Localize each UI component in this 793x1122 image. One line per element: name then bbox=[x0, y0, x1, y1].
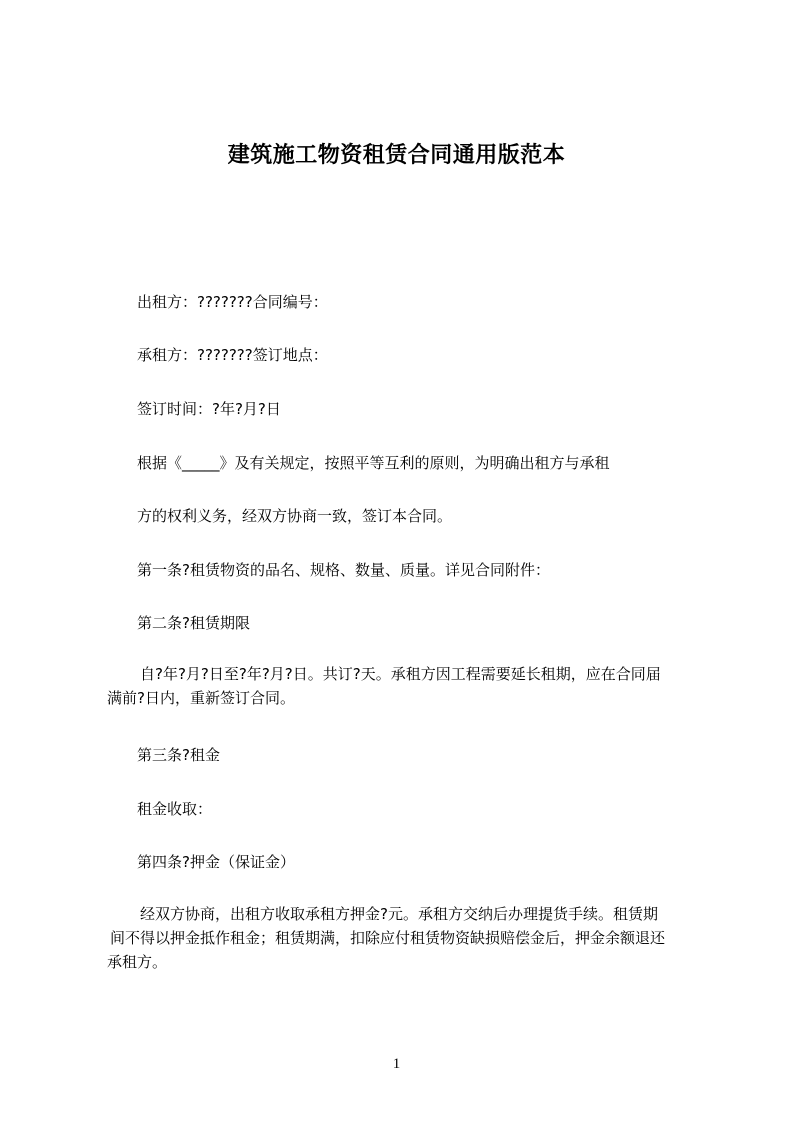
lessor-line: 出租方：???????合同编号： bbox=[137, 293, 328, 311]
document-title: 建筑施工物资租赁合同通用版范本 bbox=[227, 143, 566, 168]
page-number: 1 bbox=[392, 1056, 401, 1072]
article-4-paragraph bbox=[107, 902, 707, 974]
article-4-heading: 第四条?押金（保证金） bbox=[137, 853, 295, 871]
article-2-line-2: 满前?日内，重新签订合同。 bbox=[107, 689, 295, 707]
article-4-line-1: 经双方协商，出租方收取承租方押金?元。承租方交纳后办理提货手续。租赁期 bbox=[140, 905, 658, 923]
article-4-line-3: 承租方。 bbox=[107, 953, 168, 971]
lessee-line: 承租方：???????签订地点： bbox=[137, 346, 328, 364]
article-1: 第一条?租赁物资的品名、规格、数量、质量。详见合同附件： bbox=[137, 561, 550, 579]
article-3-heading: 第三条?租金 bbox=[137, 746, 220, 764]
sign-time-line: 签订时间：?年?月?日 bbox=[137, 400, 281, 418]
article-2-heading: 第二条?租赁期限 bbox=[137, 614, 250, 632]
preamble-line-2: 方的权利义务，经双方协商一致，签订本合同。 bbox=[137, 507, 453, 525]
article-2-paragraph bbox=[107, 662, 707, 710]
rent-collection-line: 租金收取： bbox=[137, 800, 213, 818]
preamble-line-1: 根据《_____》及有关规定，按照平等互利的原则，为明确出租方与承租 bbox=[137, 454, 610, 472]
article-2-line-1: 自?年?月?日至?年?月?日。共订?天。承租方因工程需要延长租期，应在合同届 bbox=[140, 665, 661, 683]
article-4-line-2: 间不得以押金抵作租金；租赁期满，扣除应付租赁物资缺损赔偿金后，押金余额退还 bbox=[110, 929, 666, 947]
